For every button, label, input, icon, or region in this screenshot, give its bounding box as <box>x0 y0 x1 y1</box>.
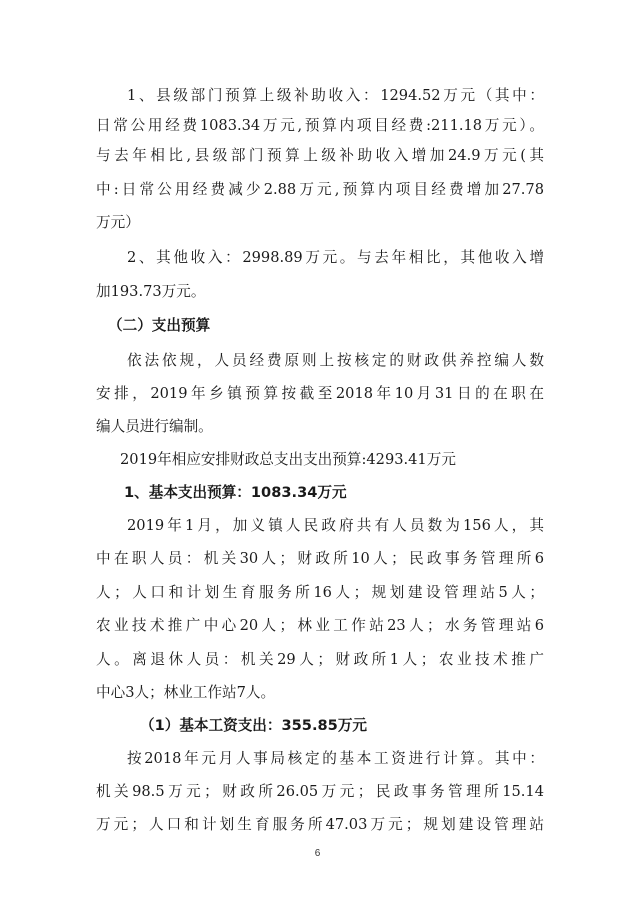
text-line: 1、县级部门预算上级补助收入：1294.52万元（其中： <box>127 87 544 104</box>
text-line: 2、其他收入：2998.89万元。与去年相比，其他收入增 <box>127 249 544 266</box>
text-line: 中心3人；林业工作站7人。 <box>96 684 276 701</box>
text-line: 日常公用经费1083.34万元,预算内项目经费:211.18万元）。 <box>96 117 544 134</box>
text-line: 加193.73万元。 <box>96 283 206 300</box>
text-line: 安排，2019年乡镇预算按截至2018年10月31日的在职在 <box>96 385 544 402</box>
subsection-heading: （1）基本工资支出：355.85万元 <box>140 717 368 734</box>
text-line: 2019年1月，加义镇人民政府共有人员数为156人，其 <box>127 517 544 534</box>
text-line: 中:日常公用经费减少2.88万元,预算内项目经费增加27.78 <box>96 181 544 198</box>
text-line: 编人员进行编制。 <box>96 418 213 435</box>
section-heading: （二）支出预算 <box>108 317 211 334</box>
page-number: 6 <box>314 848 321 859</box>
text-line: 依法依规，人员经费原则上按核定的财政供养控编人数 <box>127 352 544 369</box>
text-line: 按2018年元月人事局核定的基本工资进行计算。其中： <box>127 750 544 767</box>
text-line: 中在职人员：机关30人；财政所10人；民政事务管理所6 <box>96 550 544 567</box>
text-line: 农业技术推广中心20人；林业工作站23人；水务管理站6 <box>96 617 544 634</box>
text-line: 万元；人口和计划生育服务所47.03万元；规划建设管理站 <box>96 816 544 833</box>
text-line: 万元） <box>96 214 140 231</box>
text-line: 人；人口和计划生育服务所16人；规划建设管理站5人； <box>96 584 544 601</box>
text-line: 机关98.5万元；财政所26.05万元；民政事务管理所15.14 <box>96 783 544 800</box>
text-line: 与去年相比,县级部门预算上级补助收入增加24.9万元(其 <box>96 147 544 164</box>
subsection-heading: 1、基本支出预算：1083.34万元 <box>124 484 347 501</box>
text-line: 2019年相应安排财政总支出支出预算:4293.41万元 <box>120 451 456 468</box>
text-line: 人。离退休人员：机关29人；财政所1人；农业技术推广 <box>96 651 544 668</box>
